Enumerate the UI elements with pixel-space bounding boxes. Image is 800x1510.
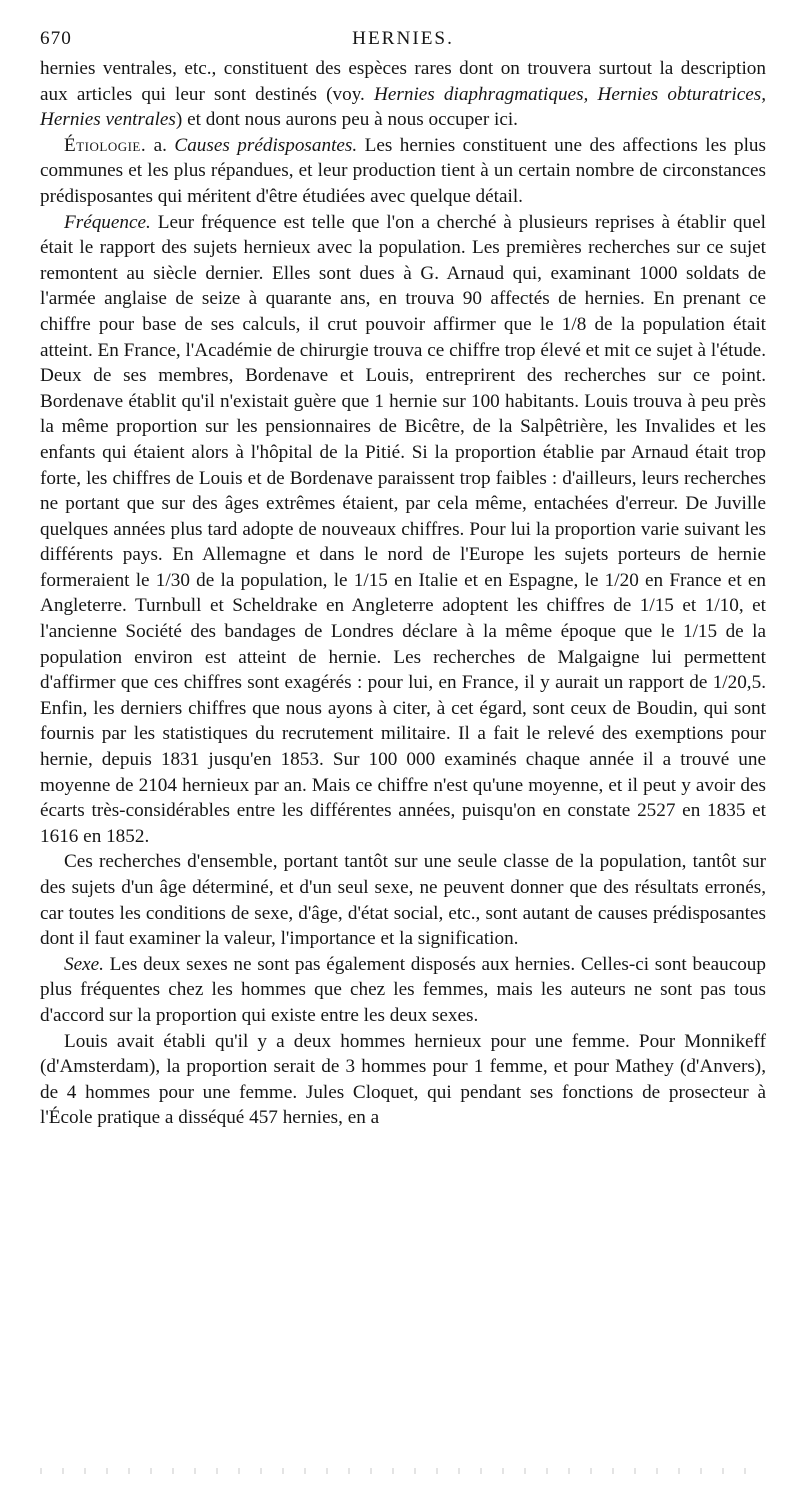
cross-reference-italic: Hernies diaphragmatiques, Hernies obturatrices, Hernies ventrales <box>40 83 766 131</box>
document-page <box>40 26 766 1131</box>
page-number: 670 <box>40 28 72 49</box>
paragraph-text: ) et dont nous aurons peu à nous occuper ici. <box>175 109 518 131</box>
running-title: HERNIES. <box>352 28 454 49</box>
paragraph-recherches <box>40 849 766 951</box>
subsection-heading: Causes prédisposantes. <box>174 134 358 156</box>
body-text <box>40 56 766 1131</box>
paragraph-text: hernies ventrales, etc., constituent des espèces rares dont on trouvera surtout la description aux articles qui leur sont destinés (voy. <box>40 58 766 105</box>
paragraph-text: Les deux sexes ne sont pas également disposés aux hernies. Celles-ci sont beaucoup plus fréquentes chez les hommes que chez les femmes, mais les auteurs ne sont pas tous d'accord sur la proportion qui existe entre les deux sexes. <box>40 953 766 1026</box>
paragraph-text: a. <box>146 134 175 156</box>
paragraph-text: Louis avait établi qu'il y a deux hommes hernieux pour une femme. Pour Monnikeff (d'Amsterdam), la proportion serait de 3 hommes pour 1 femme, et pour Mathey (d'Anvers), de 4 hommes pour une femme. Jules Cloquet, qui pendant ses fonctions de prosecteur à l'École pratique a disséqué 457 hernies, en a <box>40 1030 766 1129</box>
paragraph-text: Ces recherches d'ensemble, portant tantôt sur une seule classe de la population, tantôt sur des sujets d'un âge déterminé, et d'un seul sexe, ne peuvent donner que des résultats erronés, car toutes les conditions de sexe, d'âge, d'état social, etc., sont autant de causes prédisposantes dont il faut examiner la valeur, l'importance et la signification. <box>40 851 766 950</box>
paragraph-text: Leur fréquence est telle que l'on a cherché à plusieurs reprises à établir quel était le rapport des sujets hernieux avec la population. Les premières recherches sur ce sujet remontent au siècle dernier. Elles sont dues à G. Arnaud qui, examinant 1000 soldats de l'armée anglaise de seize à quarante ans, en trouva 90 affectés de hernies. En prenant ce chiffre pour base de ses calculs, il crut pouvoir affirmer que le 1/8 de la population était atteint. En France, l'Académie de chirurgie trouva ce chiffre trop élevé et mit ce sujet à l'étude. Deux de ses membres, Bordenave et Louis, entreprirent des recherches sur ce point. Bordenave établit qu'il n'existait guère que 1 hernie sur 100 habitants. Louis trouva à peu près la même proportion sur les pensionnaires de Bicêtre, de la Salpêtrière, les Invalides et les enfants qui étaient alors à l'hôpital de la Pitié. Si la proportion établie par Arnaud était trop forte, les chiffres de Louis et de Bordenave paraissent trop faibles : d'ailleurs, leurs recherches ne portant que sur des âges extrêmes étaient, par cela même, entachées d'erreur. De Juville quelques années plus tard adopte de nouveaux chiffres. Pour lui la proportion varie suivant les différents pays. En Allemagne et dans le nord de l'Europe les sujets porteurs de hernie formeraient le 1/30 de la population, le 1/15 en Italie et en Espagne, le 1/20 en France et en Angleterre. Turnbull et Scheldrake en Angleterre adoptent les chiffres de 1/15 et 1/10, et l'ancienne Société des bandages de Londres déclare à la même époque que le 1/15 de la population environ est atteint de hernie. Les recherches de Malgaigne lui permettent d'affirmer que ces chiffres sont exagérés : pour lui, en France, il y aurait un rapport de 1/20,5. Enfin, les derniers chiffres que nous ayons à citer, à cet égard, sont ceux de Boudin, qui sont fournis par les statistiques du recrutement militaire. Il a fait le relevé des exemptions pour hernie, depuis 1831 jusqu'en 1853. Sur 100 000 examinés chaque année il a trouvé une moyenne de 2104 hernieux par an. Mais ce chiffre n'est qu'une moyenne, et il peut y avoir des écarts très-considérables entre les différentes années, puisqu'on en constate 2527 en 1835 et 1616 en 1852. <box>40 211 766 847</box>
scan-noise-strip <box>40 1468 760 1474</box>
paragraph-sexe <box>40 952 766 1029</box>
paragraph-louis <box>40 1029 766 1131</box>
subsection-heading: Fréquence. <box>64 211 151 233</box>
section-heading: Étiologie. <box>64 134 147 156</box>
paragraph-text: Les hernies constituent une des affections les plus communes et les plus répandues, et leur production tient à un certain nombre de circonstances prédisposantes qui méritent d'être étudiées avec quelque détail. <box>40 134 766 207</box>
subsection-heading: Sexe. <box>64 953 104 975</box>
paragraph-frequence <box>40 210 766 850</box>
paragraph-etiologie <box>40 133 766 210</box>
paragraph-continuation <box>40 56 766 133</box>
running-header <box>40 26 766 56</box>
